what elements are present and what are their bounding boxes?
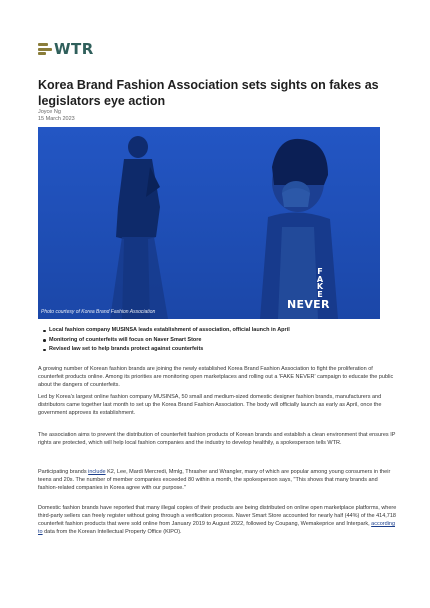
wtr-logo[interactable] [38, 40, 94, 58]
paragraph-4-text: Participating brands [38, 469, 89, 475]
paragraph-5-text: data from the Korean Intellectual Property Office (KIPO). [42, 529, 182, 535]
paragraph-4 [38, 468, 398, 492]
hero-overlay-fake [314, 268, 326, 298]
hero-photo-illustration [38, 127, 380, 319]
logo-text: WTR [54, 40, 94, 58]
key-points-list [43, 326, 290, 355]
fake-letter: E [317, 289, 323, 299]
hero-overlay-never: NEVER [287, 298, 330, 311]
hero-image [38, 127, 380, 319]
paragraph-3: The association aims to prevent the distribution of counterfeit fashion products of Korean brands and establish a clean environment that ensures IP rights are protected, which will help local fashion companies and the industry to develop healthily, a spokesperson tells WTR. [38, 432, 396, 446]
include-link[interactable]: include [88, 469, 106, 475]
key-point: Revised law set to help brands protect against counterfeits [43, 345, 290, 355]
paragraph-5-text: Domestic fashion brands have reported that many illegal copies of their products are being distributed on online open marketplace platforms, where third-party sellers can freely register without going through a verification process. Naver Smart Store accounted for nearly half (44%) of the 414,718 counterfeit fashion products that were sold online from January 2019 to August 2022, followed by Coupang, Wemakeprice and Interpark, [38, 505, 397, 527]
paragraph-5 [38, 504, 398, 536]
according-to-link[interactable]: according to [38, 521, 396, 535]
fake-letter: F [317, 267, 323, 276]
key-point: Monitoring of counterfeits will focus on Naver Smart Store [43, 336, 290, 346]
article-date: 15 March 2023 [38, 116, 75, 122]
image-caption: Photo courtesy of Korea Brand Fashion Association [41, 309, 156, 315]
fake-letter: K [316, 282, 324, 291]
paragraph-1: A growing number of Korean fashion brands are joining the newly established Korea Brand Fashion Association to fight the proliferation of counterfeit products online. Among its priorities are monitoring open marketplaces and rolling out a 'FAKE NEVER' campaign to educate the public about the dangers of counterfeits. [38, 366, 394, 388]
key-point: Local fashion company MUSINSA leads establishment of association, official launch in April [43, 326, 290, 336]
paragraph-4-text: K2, Lee, Mardi Mercredi, Mmlg, Thrasher and Wrangler, many of which are popular among young consumers in their teens and 20s. The number of member companies exceeded 80 within a month, the spokesperson says, "This shows that many brands and fashion-related companies in Korea agree with our purpose." [38, 469, 391, 491]
logo-mark-icon [38, 43, 52, 55]
fake-letter: A [316, 274, 324, 284]
article-author[interactable]: Joyce Ng [38, 109, 61, 115]
paragraph-2: Led by Korea's largest online fashion company MUSINSA, 50 small and medium-sized domestic designer fashion brands, manufacturers and distributors came together last month to set up the Korea Brand Fashion Association. The body will officially launch as early as April, once the government approves its establishment. [38, 394, 382, 416]
article-title: Korea Brand Fashion Association sets sights on fakes as legislators eye action [38, 78, 379, 108]
